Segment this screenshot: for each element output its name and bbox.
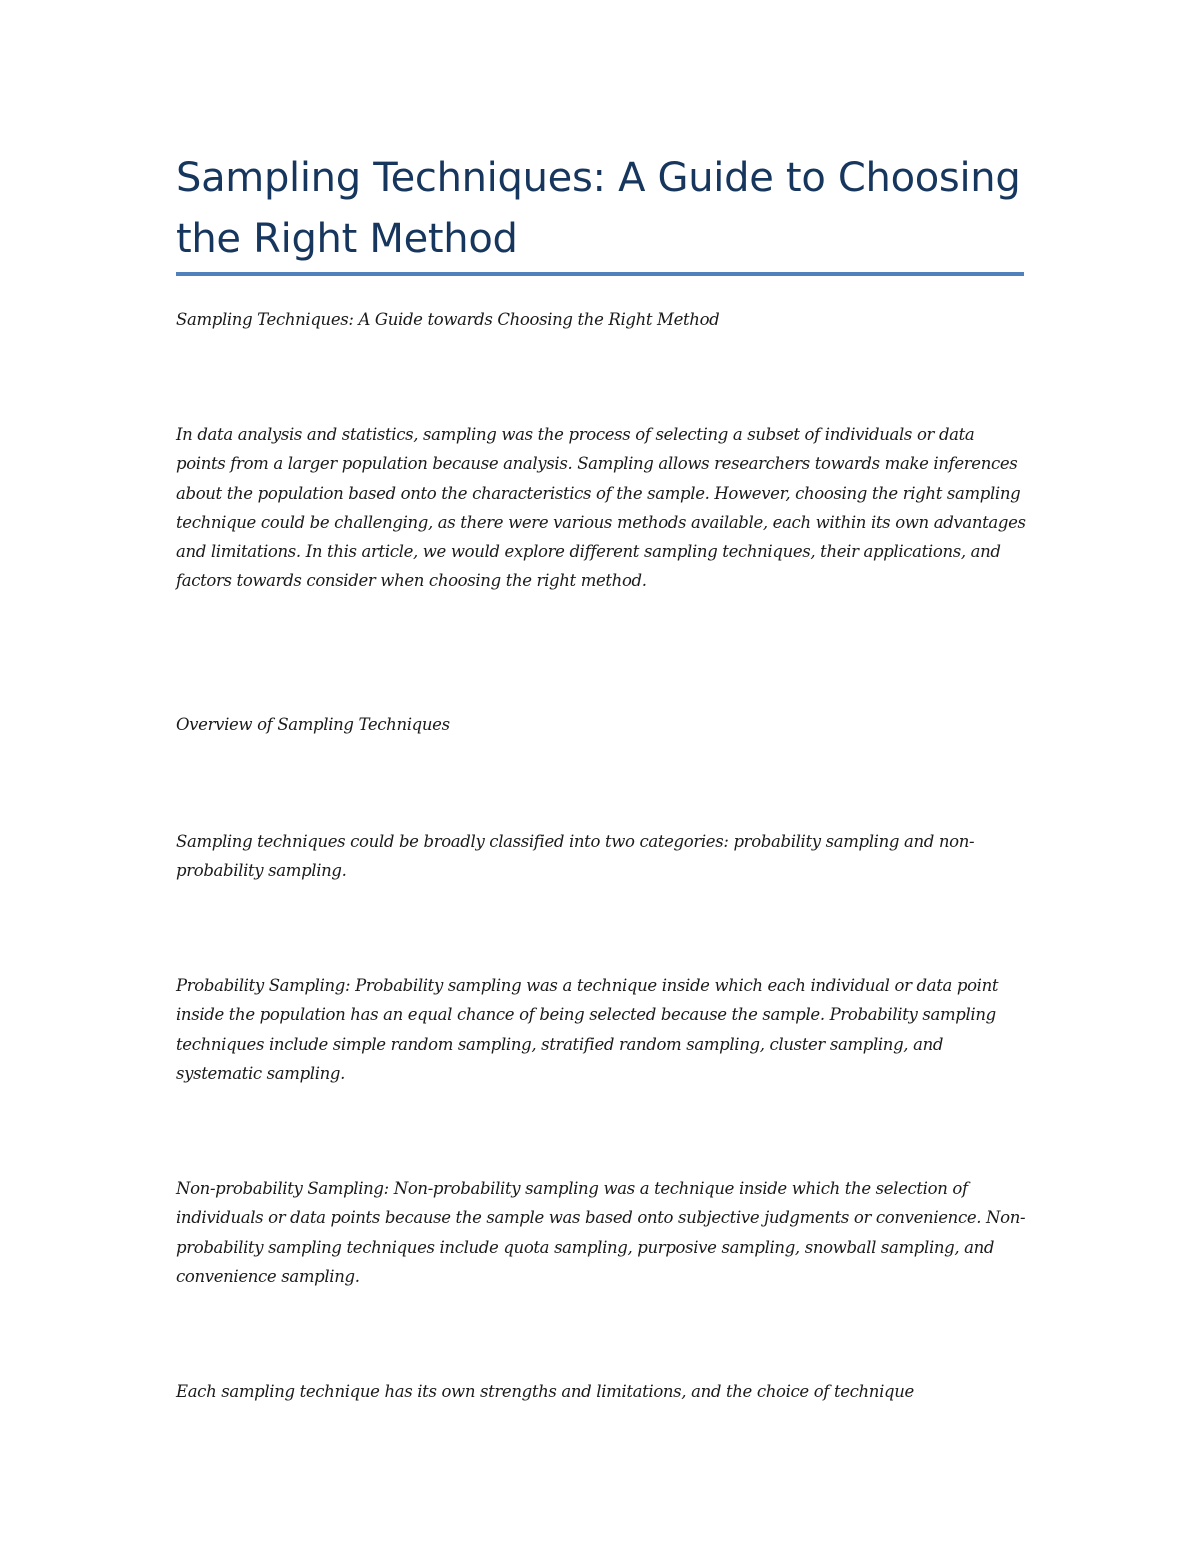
probability-sampling-paragraph: Probability Sampling: Probability sampling was a technique inside which each individual or data point inside the population has an equal chance of being selected because the sample. Probability sampling techniques include simple random sampling, stratified random sampling, cluster sampling, and systematic sampling. (176, 976, 999, 1083)
strengths-limitations-paragraph: Each sampling technique has its own strengths and limitations, and the choice of technique (176, 1382, 914, 1401)
document-title: Sampling Techniques: A Guide to Choosing the Right Method (176, 155, 1021, 262)
title-underline (176, 272, 1024, 276)
non-probability-sampling-paragraph: Non-probability Sampling: Non-probability sampling was a technique inside which the selection of individuals or data points because the sample was based onto subjective judgments or convenience. Non-probability sampling techniques include quota sampling, purposive sampling, snowball sampling, and convenience sampling. (176, 1179, 1026, 1286)
document-subtitle: Sampling Techniques: A Guide towards Choosing the Right Method (176, 310, 720, 329)
intro-paragraph: In data analysis and statistics, sampling was the process of selecting a subset of individuals or data points from a larger population because analysis. Sampling allows researchers towards make inferences about the population based onto the characteristics of the sample. However, choosing the right sampling technique could be challenging, as there were various methods available, each within its own advantages and limitations. In this article, we would explore different sampling techniques, their applications, and factors towards consider when choosing the right method. (176, 425, 1026, 591)
section-heading-overview: Overview of Sampling Techniques (176, 715, 450, 734)
categories-paragraph: Sampling techniques could be broadly classified into two categories: probability sampling and non-probability sampling. (176, 832, 975, 881)
